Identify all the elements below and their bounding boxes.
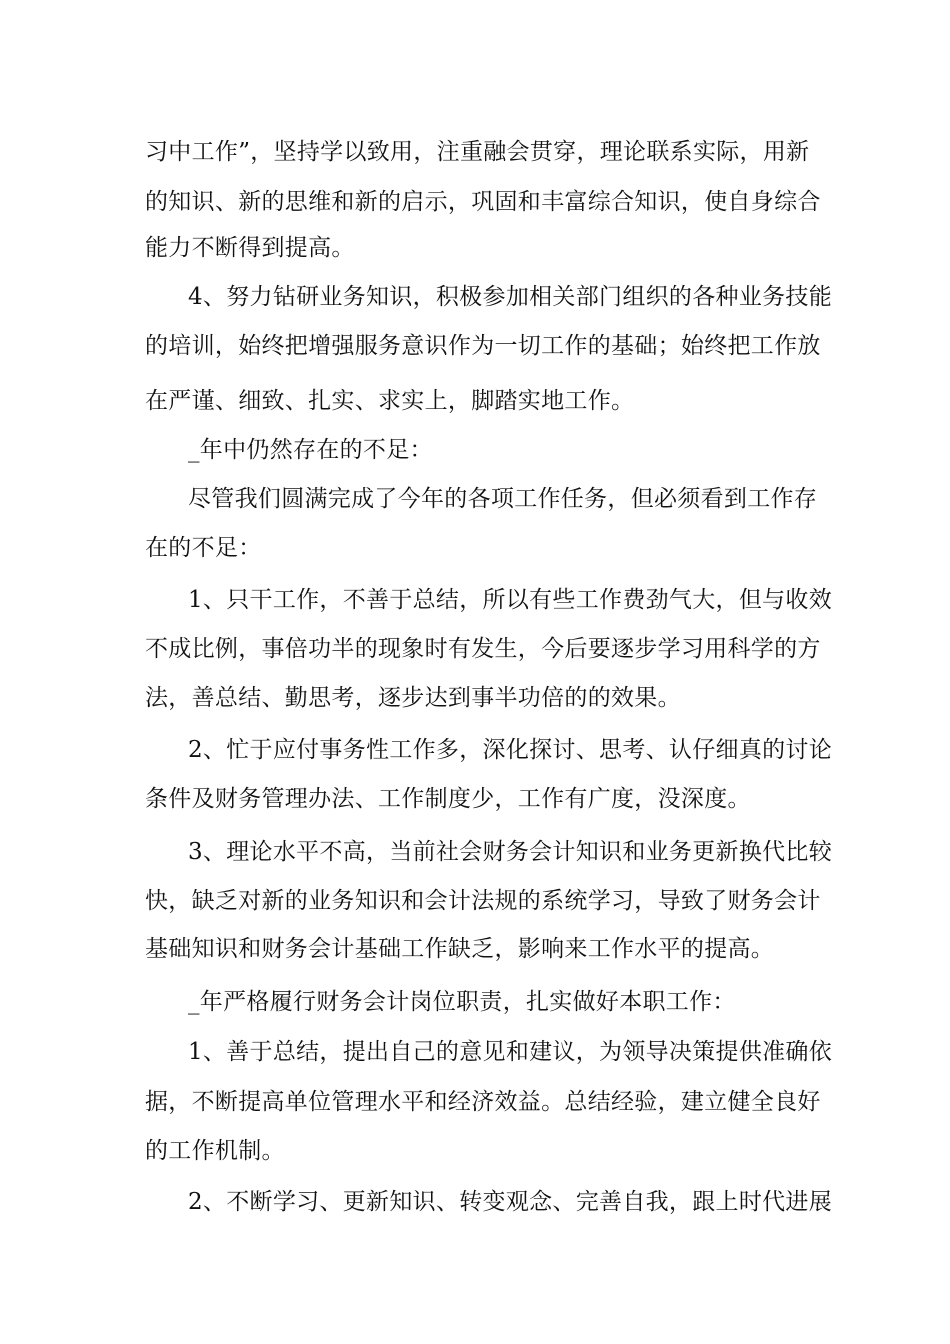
- text-line: 的知识、新的思维和新的启示，巩固和丰富综合知识，使自身综合: [145, 189, 821, 215]
- text-line: 在严谨、细致、扎实、求实上，脚踏实地工作。: [145, 388, 635, 414]
- text-line: 2、不断学习、更新知识、转变观念、完善自我，跟上时代进展: [188, 1189, 833, 1215]
- text-line: 基础知识和财务会计基础工作缺乏，影响来工作水平的提高。: [145, 936, 775, 962]
- text-line: 法，善总结、勤思考，逐步达到事半功倍的的效果。: [145, 685, 681, 711]
- text-line: 能力不断得到提高。: [145, 235, 355, 261]
- text-line: 不成比例，事倍功半的现象时有发生，今后要逐步学习用科学的方: [145, 636, 821, 662]
- text-line: 在的不足：: [145, 535, 262, 561]
- text-line: 快，缺乏对新的业务知识和会计法规的系统学习，导致了财务会计: [145, 888, 821, 914]
- text-line: 4、努力钻研业务知识，积极参加相关部门组织的各种业务技能: [188, 284, 833, 310]
- text-line: 据，不断提高单位管理水平和经济效益。总结经验，建立健全良好: [145, 1089, 821, 1115]
- text-line: 习中工作”，坚持学以致用，注重融会贯穿，理论联系实际，用新: [145, 139, 810, 165]
- section-heading: _年中仍然存在的不足：: [188, 437, 433, 463]
- text-line: 3、理论水平不高，当前社会财务会计知识和业务更新换代比较: [188, 839, 833, 865]
- text-line: 的培训，始终把增强服务意识作为一切工作的基础；始终把工作放: [145, 333, 821, 359]
- text-line: 1、只干工作，不善于总结，所以有些工作费劲气大，但与收效: [188, 587, 833, 613]
- section-heading: _年严格履行财务会计岗位职责，扎实做好本职工作：: [188, 989, 736, 1015]
- text-line: 尽管我们圆满完成了今年的各项工作任务，但必须看到工作存: [188, 486, 818, 512]
- text-line: 2、忙于应付事务性工作多，深化探讨、思考、认仔细真的讨论: [188, 737, 833, 763]
- text-line: 1、善于总结，提出自己的意见和建议，为领导决策提供准确依: [188, 1039, 833, 1065]
- text-line: 条件及财务管理办法、工作制度少，工作有广度，没深度。: [145, 786, 751, 812]
- text-line: 的工作机制。: [145, 1138, 285, 1164]
